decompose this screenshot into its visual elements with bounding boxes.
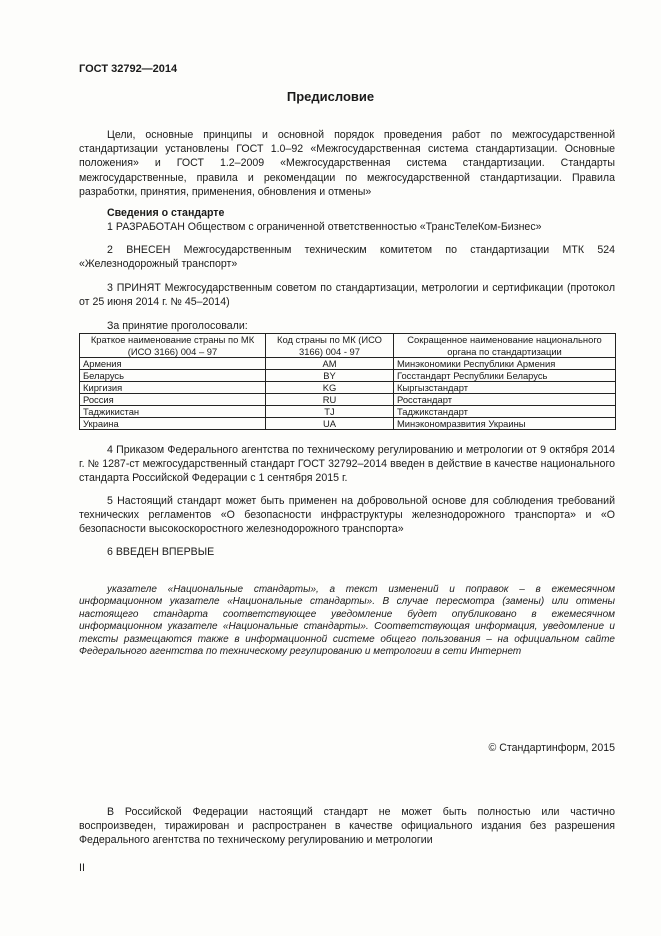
table-cell-body: Росстандарт (394, 394, 616, 406)
table-cell-code: KG (266, 382, 394, 394)
table-row (80, 358, 616, 370)
item-6-block (79, 545, 615, 559)
table-cell-country: Таджикистан (80, 406, 266, 418)
table-cell-code: RU (266, 394, 394, 406)
intro-text: Цели, основные принципы и основной порядок проведения работ по межгосударственной стандартизации установлены ГОСТ 1.0–92 «Межгосударственная система стандартизации. Основные положения» и ГОСТ 1.2–2009 «Межгосударственная система стандартизации. Стандарты межгосударственные, правила и рекомендации по межгосударственной стандартизации. Правила разработки, принятия, применения, обновления и отмены» (79, 129, 615, 198)
table-cell-body: Госстандарт Республики Беларусь (394, 370, 616, 382)
item-5: 5 Настоящий стандарт может быть применен на добровольной основе для соблюдения требований технических регламентов «О безопасности инфраструктуры железнодорожного транспорта» и «О безопасности высокоскоростного железнодорожного транспорта» (79, 495, 615, 536)
item-4-block (79, 443, 615, 486)
info-item-1: 1 РАЗРАБОТАН Обществом с ограниченной ответственностью «ТрансТелеКом-Бизнес» (107, 221, 542, 234)
table-header-row (80, 334, 616, 358)
table-header-body: Сокращенное наименование национального органа по стандартизации (394, 334, 616, 358)
table-row (80, 394, 616, 406)
intro-paragraph (79, 128, 615, 199)
copyright: © Стандартинформ, 2015 (488, 742, 615, 754)
votes-table (79, 333, 616, 430)
page-title: Предисловие (286, 89, 375, 104)
info-item-3: 3 ПРИНЯТ Межгосударственным советом по стандартизации, метрологии и сертификации (протокол от 25 июня 2014 г. № 45–2014) (79, 282, 615, 309)
item-5-block (79, 494, 615, 537)
table-row (80, 382, 616, 394)
table-cell-country: Россия (80, 394, 266, 406)
table-header-code: Код страны по МК (ИСО 3166) 004 - 97 (266, 334, 394, 358)
voted-label: За принятие проголосовали: (107, 320, 248, 332)
page-number: II (79, 862, 85, 874)
table-cell-body: Таджикстандарт (394, 406, 616, 418)
table-row (80, 370, 616, 382)
table-cell-country: Украина (80, 418, 266, 430)
info-item-2: 2 ВНЕСЕН Межгосударственным техническим комитетом по стандартизации МТК 524 «Железнодорожный транспорт» (79, 244, 615, 271)
table-cell-body: Кыргызстандарт (394, 382, 616, 394)
item-6: 6 ВВЕДЕН ВПЕРВЫЕ (107, 546, 215, 558)
table-cell-country: Беларусь (80, 370, 266, 382)
info-item-3-block (79, 281, 615, 309)
notice-text: указателе «Национальные стандарты», а текст изменений и поправок – в ежемесячном информационном указателе «Национальные стандарты». В случае пересмотра (замены) или отмены настоящего стандарта соответствующее уведомление будет опубликовано в ежемесячном информационном указателе «Национальные стандарты». Соответствующая информация, уведомление и тексты размещаются также в информационной системе общего пользования – на официальном сайте Федерального агентства по техническому регулированию и метрологии в сети Интернет (79, 584, 615, 658)
item-4: 4 Приказом Федерального агентства по техническому регулированию и метрологии от 9 октября 2014 г. № 1287-ст межгосударственный стандарт ГОСТ 32792–2014 введен в действие в качестве национального стандарта Российской Федерации с 1 сентября 2015 г. (79, 444, 615, 485)
reproduction-block (79, 805, 615, 848)
notice-block (79, 584, 615, 658)
reproduction-text: В Российской Федерации настоящий стандарт не может быть полностью или частично воспроизведен, тиражирован и распространен в качестве официального издания без разрешения Федерального агентства по техническому регулированию и метрологии (79, 806, 615, 847)
document-id: ГОСТ 32792—2014 (79, 63, 178, 75)
table-cell-code: UA (266, 418, 394, 430)
voted-label-block (79, 319, 615, 333)
table-cell-code: BY (266, 370, 394, 382)
table-cell-code: TJ (266, 406, 394, 418)
table-cell-code: AM (266, 358, 394, 370)
table-row (80, 418, 616, 430)
info-item-2-block (79, 243, 615, 271)
info-heading: Сведения о стандарте (107, 207, 225, 219)
table-row (80, 406, 616, 418)
table-cell-body: Минэкономразвития Украины (394, 418, 616, 430)
info-section (79, 206, 615, 234)
table-cell-country: Киргизия (80, 382, 266, 394)
table-cell-country: Армения (80, 358, 266, 370)
table-header-country: Краткое наименование страны по МК (ИСО 3166) 004 – 97 (80, 334, 266, 358)
table-cell-body: Минэкономики Республики Армения (394, 358, 616, 370)
